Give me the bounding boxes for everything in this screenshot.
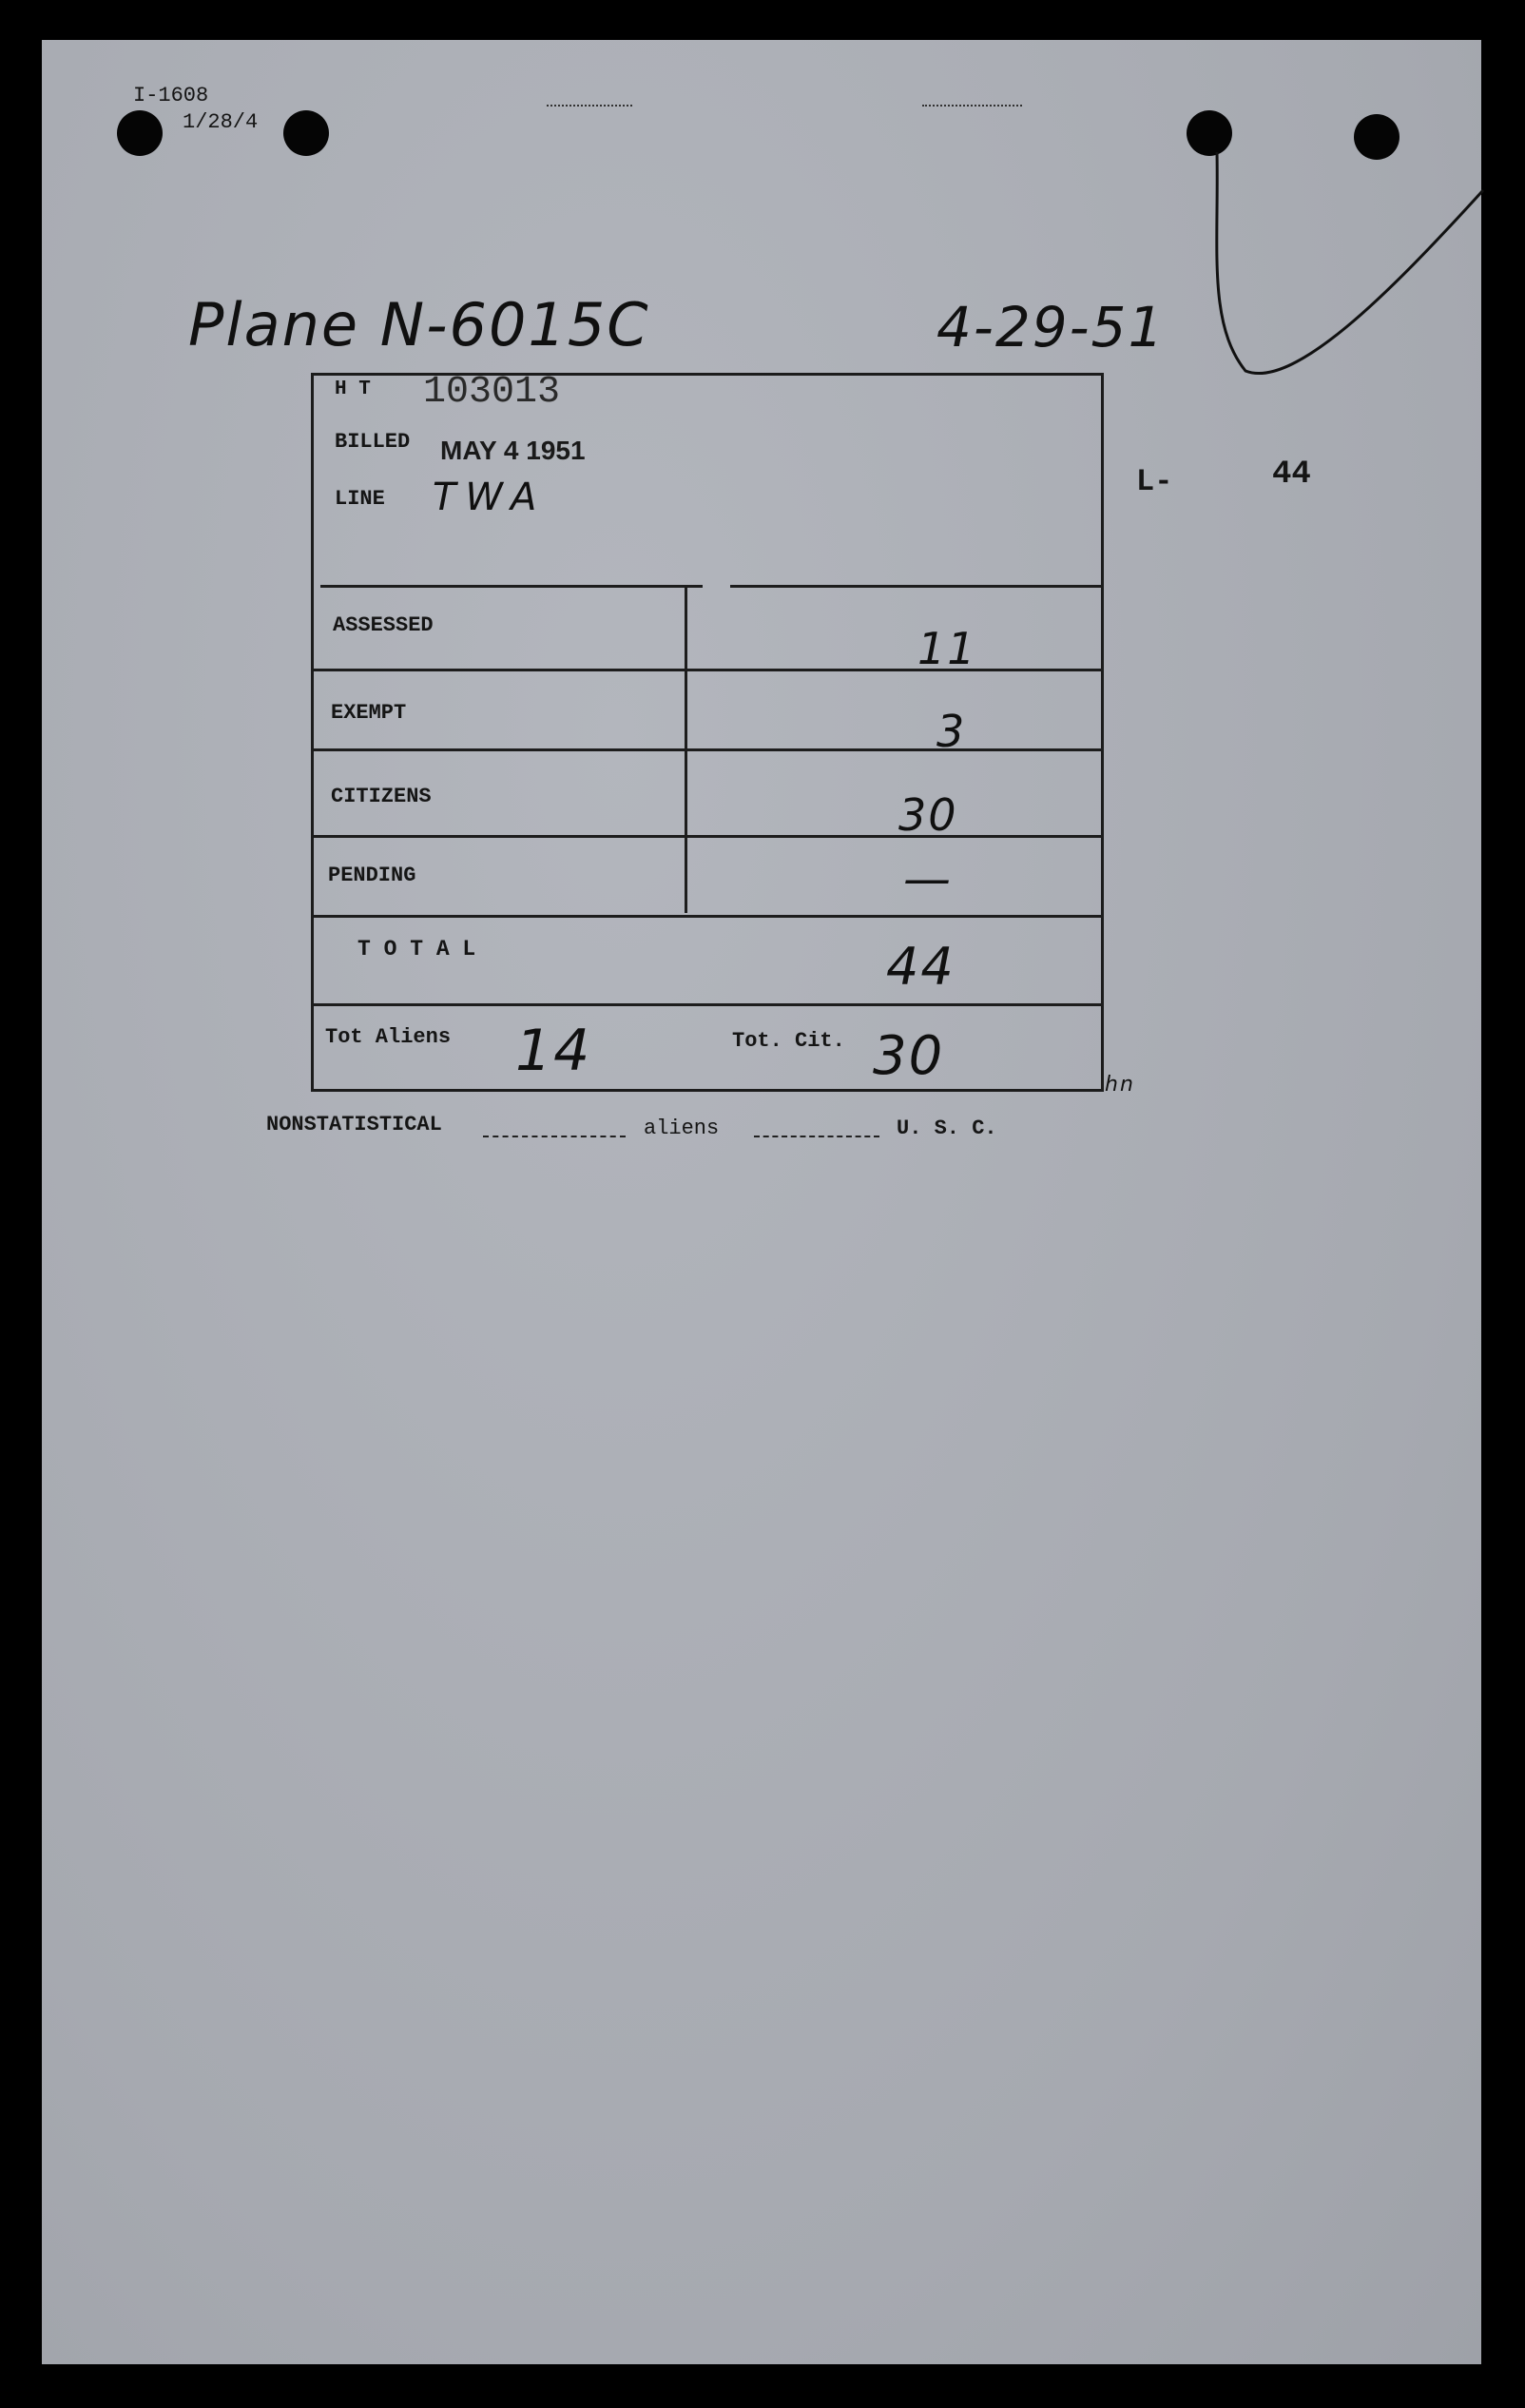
tot-aliens-label: Tot Aliens [325,1025,452,1049]
form-number: I-1608 [133,84,209,107]
row-citizens-label: CITIZENS [331,785,432,808]
rule-header-right [730,585,1101,588]
rule-5 [314,1003,1103,1006]
top-mark-2 [922,105,1022,107]
billed-label: BILLED [335,430,411,454]
side-mark: L- [1136,464,1173,499]
rule-1 [314,669,1103,671]
tot-aliens-value: 14 [515,1018,592,1084]
nonstat-blank-1 [483,1136,626,1137]
top-mark-1 [547,105,632,107]
line-label: LINE [335,487,385,511]
total-value: 44 [886,937,956,997]
row-assessed-value: 11 [917,623,977,674]
tot-cit-label: Tot. Cit. [732,1029,845,1053]
row-assessed-label: ASSESSED [333,613,434,637]
initials: hn [1105,1073,1135,1097]
rule-2 [314,748,1103,751]
ht-label: H T [335,379,371,400]
form-date: 1/28/4 [183,110,259,134]
date-handwritten: 4-29-51 [936,295,1166,359]
handwritten-check-stroke [1179,133,1493,390]
row-exempt-value: 3 [936,706,967,757]
line-value: TWA [433,476,547,519]
rule-header-left [320,585,703,588]
side-count: 44 [1272,456,1311,493]
row-pending-label: PENDING [328,864,416,887]
row-exempt-label: EXEMPT [331,701,407,725]
nonstat-label: NONSTATISTICAL [266,1113,442,1136]
row-pending-value: — [903,851,953,906]
row-citizens-value: 30 [898,789,958,841]
punch-hole-2 [283,110,329,156]
tot-cit-value: 30 [873,1025,945,1087]
rule-3 [314,835,1103,838]
plane-label: Plane N-6015C [188,290,650,359]
form-box [311,373,1104,1092]
billed-date: MAY 4 1951 [440,436,586,465]
punch-hole-1 [117,110,163,156]
nonstat-blank-2 [754,1136,879,1137]
aliens-label: aliens [644,1117,720,1140]
total-label: T O T A L [357,937,476,961]
usc-label: U. S. C. [897,1117,997,1140]
rule-4 [314,915,1103,918]
ht-number: 103013 [423,371,561,414]
column-divider [685,585,687,913]
